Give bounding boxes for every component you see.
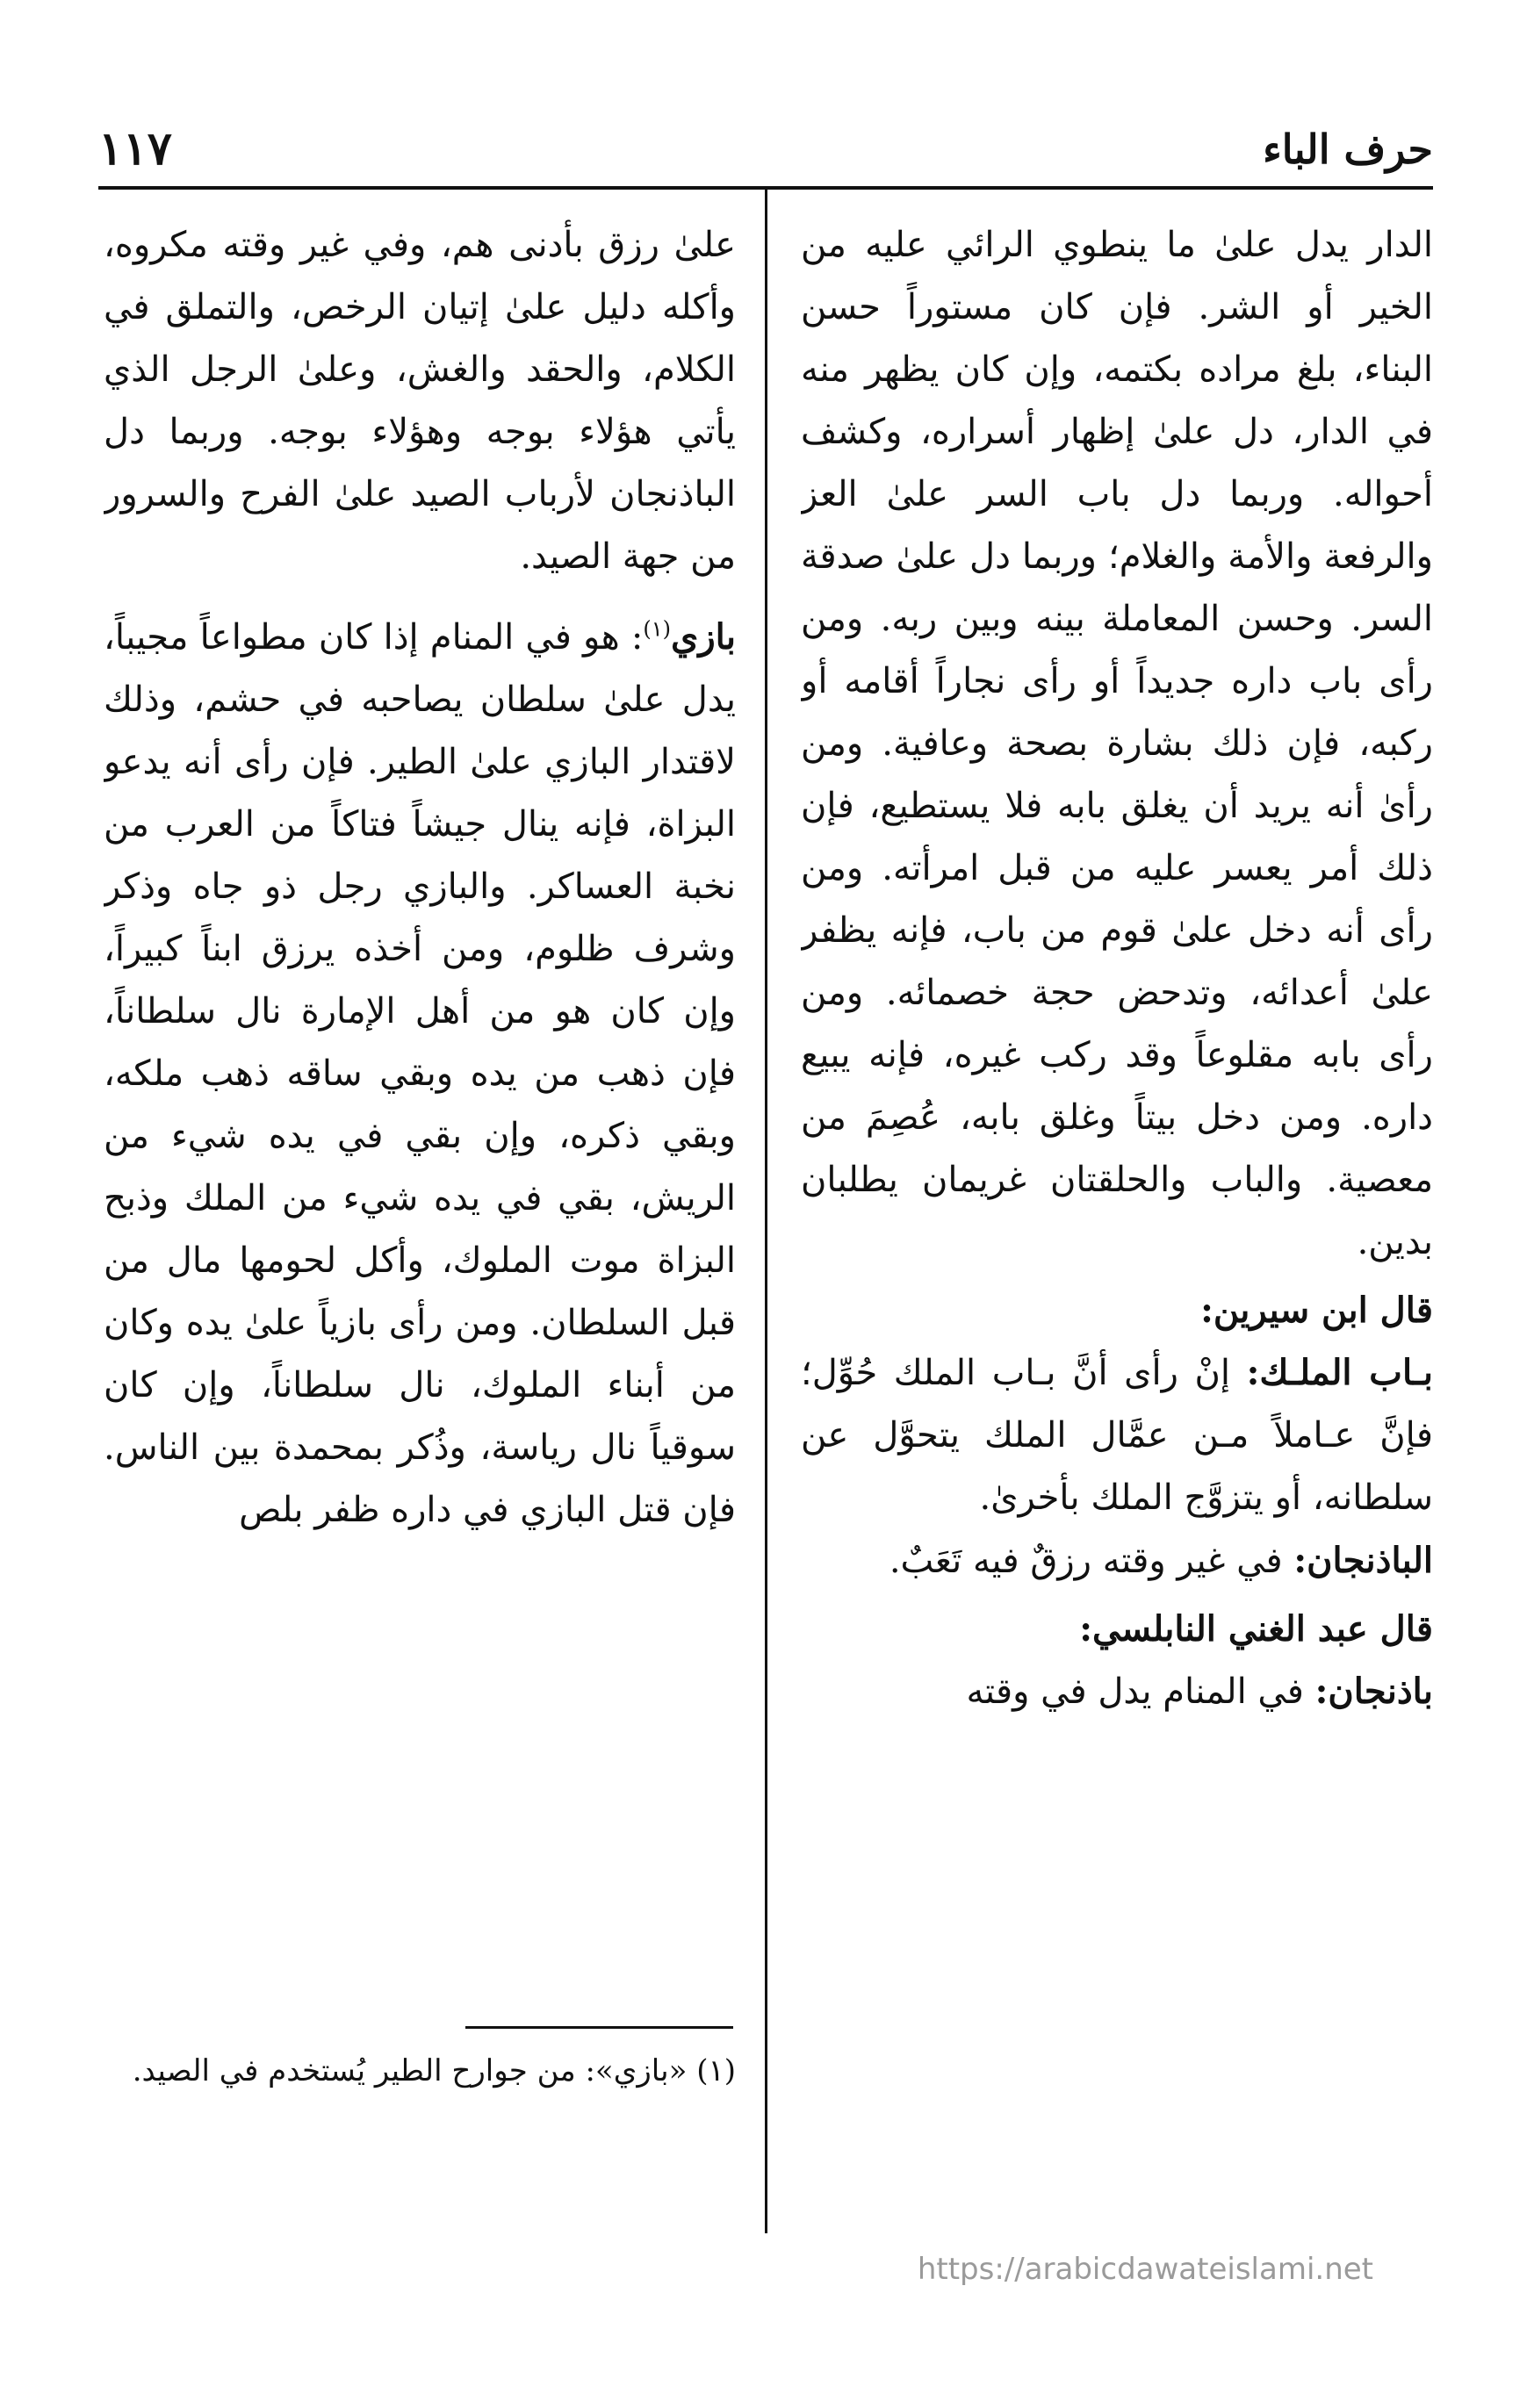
entry-term: بازي bbox=[671, 616, 736, 658]
entry-term: بـاب الملـك: bbox=[1246, 1352, 1433, 1393]
entry-al-badhinjan bbox=[801, 1529, 1433, 1592]
entry-text: في المنام يدل في وقته bbox=[966, 1671, 1315, 1712]
entry-text: في غير وقته رزقٌ فيه تَعَبٌ. bbox=[889, 1541, 1294, 1581]
section-heading-ibn-sirin: قال ابن سيرين: bbox=[1200, 1290, 1433, 1331]
entry-term: باذنجان: bbox=[1314, 1671, 1433, 1712]
entry-bazi bbox=[104, 606, 736, 1542]
footnote: (١) «بازي»: من جوارح الطير يُستخدم في الصيد. bbox=[132, 2053, 736, 2088]
entry-term: الباذنجان: bbox=[1293, 1540, 1433, 1581]
running-head bbox=[98, 114, 1433, 184]
entry-badhinjan bbox=[801, 1660, 1433, 1723]
entry-bab-al-malik bbox=[801, 1341, 1433, 1529]
watermark-url: https://arabicdawateislami.net bbox=[917, 2252, 1373, 2287]
footnote-mark: (١) bbox=[643, 616, 672, 642]
entry-text: إنْ رأى أنَّ بـاب الملك حُوِّل؛ فإنَّ عـاملاً مـن عمَّال الملك يتحوَّل عن سلطانه، أو يتزوَّج الملك بأخرىٰ. bbox=[801, 1353, 1433, 1518]
entry-text: : هو في المنام إذا كان مطواعاً مجيباً، يدل علىٰ سلطان يصاحبه في حشم، وذلك لاقتدار البازي علىٰ الطير. فإن رأى أنه يدعو البزاة، فإنه ينال جيشاً فتاكاً من العرب من نخبة العساكر. والبازي رجل ذو جاه وذكر وشرف ظلوم، ومن أخذه يرزق ابناً كبيراً، وإن كان هو من أهل الإمارة نال سلطاناً، فإن ذهب من يده وبقي ساقه ذهب ملكه، وبقي ذكره، وإن بقي في يده شيء من الريش، بقي في يده شيء من الملك وذبح البزاة موت الملوك، وأكل لحومها مال من قبل السلطان. ومن رأى بازياً علىٰ يده وكان من أبناء الملوك، نال سلطاناً، وإن كان سوقياً نال رياسة، وذُكر بمحمدة بين الناس. فإن قتل البازي في داره ظفر بلص bbox=[104, 617, 736, 1530]
footnote-rule bbox=[465, 2026, 733, 2029]
right-column bbox=[801, 214, 1433, 2286]
left-paragraph-1: علىٰ رزق بأدنى هم، وفي غير وقته مكروه، وأكله دليل علىٰ إتيان الرخص، والتملق في الكلام، والحقد والغش، وعلىٰ الرجل الذي يأتي هؤلاء بوجه وهؤلاء بوجه. وربما دل الباذنجان لأرباب الصيد علىٰ الفرح والسرور من جهة الصيد. bbox=[104, 225, 736, 577]
section-title: حرف الباء bbox=[1263, 126, 1433, 173]
column-divider bbox=[765, 188, 767, 2233]
left-column bbox=[104, 214, 736, 1987]
right-paragraph-1: الدار يدل علىٰ ما ينطوي الرائي عليه من الخير أو الشر. فإن كان مستوراً حسن البناء، بلغ مراده بكتمه، وإن كان يظهر منه في الدار، دل علىٰ إظهار أسراره، وكشف أحواله. وربما دل باب السر علىٰ العز والرفعة والأمة والغلام؛ وربما دل علىٰ صدقة السر. وحسن المعاملة بينه وبين ربه. ومن رأى باب داره جديداً أو رأى نجاراً أقامه أو ركبه، فإن ذلك بشارة بصحة وعافية. ومن رأىٰ أنه يريد أن يغلق بابه فلا يستطيع، فإن ذلك أمر يعسر عليه من قبل امرأته. ومن رأى أنه دخل علىٰ قوم من باب، فإنه يظفر علىٰ أعدائه، وتدحض حجة خصمائه. ومن رأى بابه مقلوعاً وقد ركب غيره، فإنه يبيع داره. ومن دخل بيتاً وغلق بابه، عُصِمَ من معصية. والباب والحلقتان غريمان يطلبان بدين. bbox=[801, 225, 1433, 1262]
page-number: ١١٧ bbox=[98, 122, 172, 176]
section-heading-nabulsi: قال عبد الغني النابلسي: bbox=[1079, 1608, 1433, 1650]
